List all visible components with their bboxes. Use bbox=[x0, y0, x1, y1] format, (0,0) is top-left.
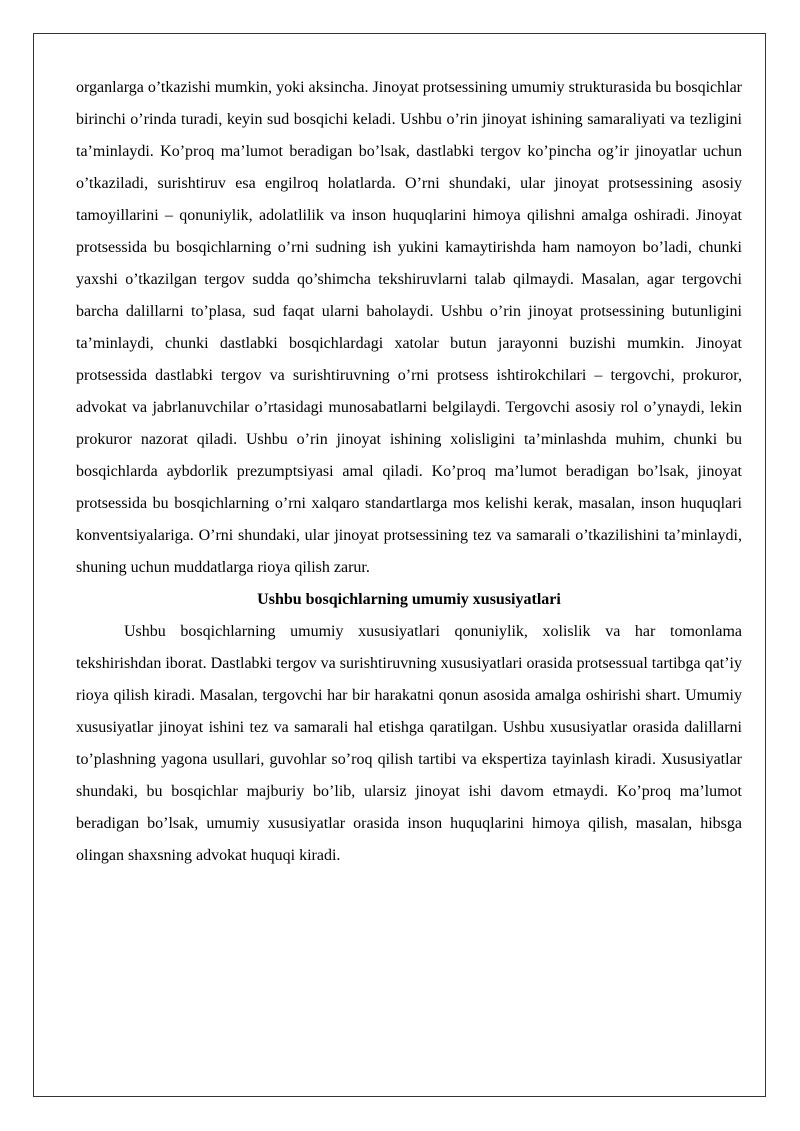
document-body bbox=[76, 72, 742, 872]
body-paragraph-1: organlarga o’tkazishi mumkin, yoki aksincha. Jinoyat protsessining umumiy strukturasida bu bosqichlar birinchi o’rinda turadi, keyin sud bosqichi keladi. Ushbu o’rin jinoyat ishining samaraliyati va tezligini ta’minlaydi. Ko’proq ma’lumot beradigan bo’lsak, dastlabki tergov ko’pincha og’ir jinoyatlar uchun o’tkaziladi, surishtiruv esa engilroq holatlarda. O’rni shundaki, ular jinoyat protsessining asosiy tamoyillarini – qonuniylik, adolatlilik va inson huquqlarini himoya qilishni amalga oshiradi. Jinoyat protsessida bu bosqichlarning o’rni sudning ish yukini kamaytirishda ham namoyon bo’ladi, chunki yaxshi o’tkazilgan tergov sudda qo’shimcha tekshiruvlarni talab qilmaydi. Masalan, agar tergovchi barcha dalillarni to’plasa, sud faqat ularni baholaydi. Ushbu o’rin jinoyat protsessining butunligini ta’minlaydi, chunki dastlabki bosqichlardagi xatolar butun jarayonni buzishi mumkin. Jinoyat protsessida dastlabki tergov va surishtiruvning o’rni protsess ishtirokchilari – tergovchi, prokuror, advokat va jabrlanuvchilar o’rtasidagi munosabatlarni belgilaydi. Tergovchi asosiy rol o’ynaydi, lekin prokuror nazorat qiladi. Ushbu o’rin jinoyat ishining xolisligini ta’minlashda muhim, chunki bu bosqichlarda aybdorlik prezumptsiyasi amal qiladi. Ko’proq ma’lumot beradigan bo’lsak, jinoyat protsessida bu bosqichlarning o’rni xalqaro standartlarga mos kelishi kerak, masalan, inson huquqlari konventsiyalariga. O’rni shundaki, ular jinoyat protsessining tez va samarali o’tkazilishini ta’minlaydi, shuning uchun muddatlarga rioya qilish zarur. bbox=[76, 79, 742, 576]
section-heading: Ushbu bosqichlarning umumiy xususiyatlari bbox=[257, 591, 561, 608]
body-paragraph-2: Ushbu bosqichlarning umumiy xususiyatlari qonuniylik, xolislik va har tomonlama tekshirishdan iborat. Dastlabki tergov va surishtiruvning xususiyatlari orasida protsessual tartibga qat’iy rioya qilish kiradi. Masalan, tergovchi har bir harakatni qonun asosida amalga oshirishi shart. Umumiy xususiyatlar jinoyat ishini tez va samarali hal etishga qaratilgan. Ushbu xususiyatlar orasida dalillarni to’plashning yagona usullari, guvohlar so’roq qilish tartibi va ekspertiza tayinlash kiradi. Xususiyatlar shundaki, bu bosqichlar majburiy bo’lib, ularsiz jinoyat ishi davom etmaydi. Ko’proq ma’lumot beradigan bo’lsak, umumiy xususiyatlar orasida inson huquqlarini himoya qilish, masalan, hibsga olingan shaxsning advokat huquqi kiradi. bbox=[76, 623, 742, 864]
